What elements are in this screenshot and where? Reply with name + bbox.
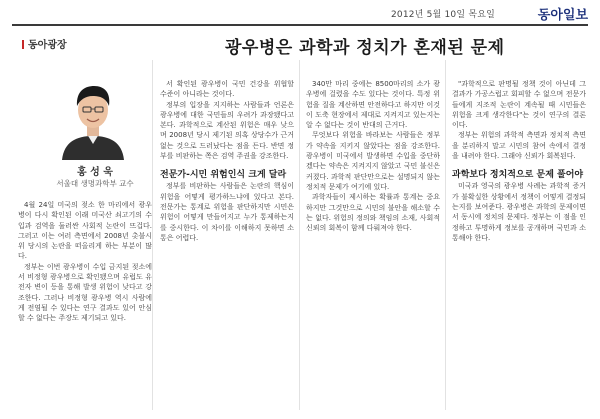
- article-column-4: [452, 79, 586, 409]
- paragraph: 340만 마리 중에는 8500마리의 소가 광우병에 걸렸을 수도 있다는 것이다. 특정 위험을 질을 계산하면 안전하다고 하지만 이것이 도축 현장에서 제대로 지켜지고 있는지는 알 수 없다는 것이 반대의 근거다.: [306, 80, 440, 130]
- subheading: 과학보다 정치적으로 문제 풀어야: [452, 170, 584, 181]
- paragraph: 정부를 비판하는 사람들은 논란의 핵심이 위험을 어떻게 평가하느냐에 있다고 본다. 전문가는 통계로 위험을 판단하지만 시민은 위험이 어떻게 만들어지고 누가 통제하는지를 중시한다. 이 차이를 이해하지 못하면 소통은 어렵다.: [160, 182, 294, 242]
- subheading: 전문가-시민 위험인식 크게 달라: [160, 170, 287, 181]
- paragraph: 4월 24일 미국의 젖소 한 마리에서 광우병이 다시 확인된 이래 미국산 쇠고기의 수입과 검역을 둘러싼 사회적 논란이 뜨겁다. 그러고 이는 여러 측면에서 2008년 촛불시위 당시의 논란을 떠올리게 하는 부분이 많다.: [18, 201, 152, 261]
- column-divider: [299, 60, 300, 410]
- section-tag-label: 동아광장: [28, 40, 67, 51]
- article-column-1: [18, 200, 152, 405]
- section-tag: [22, 36, 67, 51]
- author-title: 서울대 생명과학부 교수: [56, 179, 134, 188]
- paragraph: 서 확인된 광우병이 국민 건강을 위협할 수준이 아니라는 것이다.: [160, 80, 294, 99]
- issue-date: 2012년 5월 10일 목요일: [390, 10, 495, 20]
- masthead-rule: [12, 24, 588, 26]
- paragraph: 정부의 입장을 지지하는 사람들과 언론은 광우병에 대한 국민들의 우려가 과장됐다고 본다. 과학적으로 계산된 위험은 매우 낮으며 2008년 당시 제기된 의혹 상당수가 근거 없는 것으로 드러났다는 점을 든다. 반면 정부를 비판하는 쪽은 검역 주권을 강조한다.: [160, 100, 294, 161]
- article-column-3: [306, 79, 440, 409]
- article-column-2: [160, 79, 294, 409]
- author-avatar: [54, 74, 132, 160]
- column-divider: [152, 60, 153, 410]
- paragraph: 미국과 영국의 광우병 사례는 과학적 증거가 불확실한 상황에서 정책이 어떻게 결정되는지를 보여준다. 광우병은 과학의 문제이면서 동시에 정치의 문제다. 정부는 이 점을 인정하고 투명하게 정보를 공개하며 국민과 소통해야 한다.: [452, 182, 586, 242]
- paragraph: "과학적으로 판명될 정책 것이 아닌데 그 결과가 가공스럽고 회피할 수 없으며 전문가들에게 지조적 논란이 계속될 때 시민들은 위험을 크게 생각한다"는 것이 연구의 결론이다.: [452, 80, 586, 130]
- article-headline: 광우병은 과학과 정치가 혼재된 문제: [225, 38, 505, 58]
- paragraph: 정부는 이번 광우병이 수입 금지된 젖소에서 비정형 광우병으로 확인됐으며 유럽도 유전자 변이 등을 통해 발생 위험이 낮다고 강조한다. 그러나 비정형 광우병 역시 사람에게 전염될 수 있다는 연구 결과도 있어 안심할 수 없다는 주장도 제기되고 있다.: [18, 262, 152, 323]
- paragraph: 정부는 위험의 과학적 측면과 정치적 측면을 분리하지 말고 시민의 참여 속에서 결정을 내려야 한다. 그래야 신뢰가 회복된다.: [452, 131, 586, 161]
- column-divider: [445, 60, 446, 410]
- newspaper-logo[interactable]: 동아일보: [537, 8, 588, 23]
- author-name: 홍 성 욱: [77, 167, 113, 178]
- author-portrait-icon: [54, 74, 132, 160]
- section-marker-icon: [22, 40, 24, 49]
- masthead: [0, 0, 600, 24]
- paragraph: 과학자들이 제시하는 확률과 통계는 중요하지만 그것만으로 시민의 불안을 해소할 수는 없다. 위험의 정의와 책임의 소재, 사회적 신뢰의 회복이 함께 다뤄져야 한다.: [306, 193, 440, 233]
- paragraph: 무엇보다 위험을 바라보는 사람들은 정부가 약속을 지키지 않았다는 점을 강조한다. 광우병이 미국에서 발생하면 수입을 중단하겠다는 약속은 지켜지지 않았고 국민 불신은 커졌다. 과학적 판단만으로는 설명되지 않는 정치적 문제가 여기에 있다.: [306, 131, 440, 191]
